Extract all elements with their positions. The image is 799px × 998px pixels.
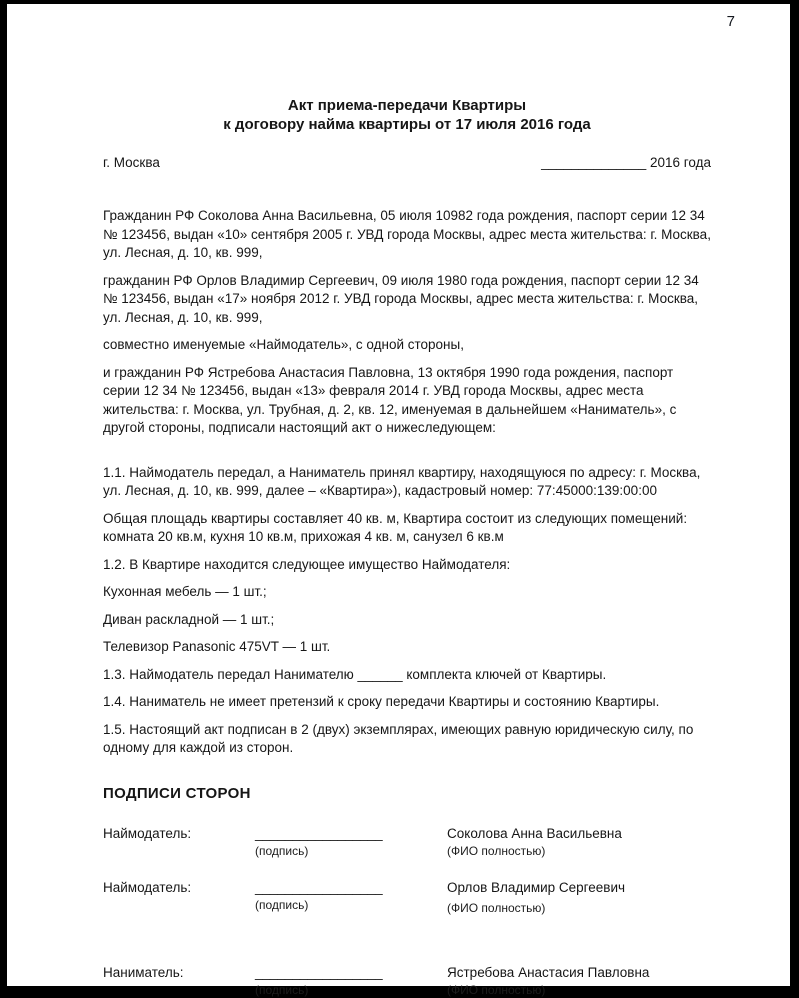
document-content xyxy=(103,4,711,997)
date-blank-line xyxy=(541,155,711,170)
doc-paragraph: и гражданин РФ Ястребова Анастасия Павловна, 13 октября 1990 года рождения, паспорт серии 12 34 № 123456, выдан «13» февраля 2014 г. УВД города Москвы, адрес места жительства: г. Москва, ул. Трубная, д. 2, кв. 12, именуемая в дальнейшем «Наниматель», с другой стороны, подписали настоящий акт о нижеследующем: xyxy=(103,364,677,435)
document-title-line1: Акт приема-передачи Квартиры xyxy=(287,97,527,114)
document-title xyxy=(103,96,711,134)
signature-blank-line: _________________ xyxy=(255,964,383,980)
signature-blank-line: _________________ xyxy=(255,825,383,841)
signatures-heading: ПОДПИСИ СТОРОН xyxy=(103,784,251,802)
doc-clause-1-4: 1.4. Наниматель не имеет претензий к сроку передачи Квартиры и состоянию Квартиры. xyxy=(103,694,660,709)
signature-full-name: Орлов Владимир Сергеевич xyxy=(447,879,626,895)
doc-clause-1-1: 1.1. Наймодатель передал, а Наниматель принял квартиру, находящуюся по адресу: г. Москва, ул. Лесная, д. 10, кв. 999, далее – «Квартира»), кадастровый номер: 77:45000:139:00:00 xyxy=(103,464,701,498)
signature-role-label: Наймодатель: xyxy=(103,879,192,895)
signature-name-block xyxy=(447,880,711,915)
doc-paragraph: гражданин РФ Орлов Владимир Сергеевич, 09 июля 1980 года рождения, паспорт серии 12 34 № 123456, выдан «17» ноября 2012 г. УВД города Москвы, адрес места жительства: г. Москва, ул. Лесная, д. 10, кв. 999, xyxy=(103,272,699,325)
document-sheet xyxy=(7,4,790,997)
signature-line-block xyxy=(255,826,447,858)
signature-caption: (подпись) xyxy=(255,982,309,997)
signature-blank-line: _________________ xyxy=(255,879,383,895)
signature-name-block xyxy=(447,965,711,997)
signature-name-block xyxy=(447,826,711,858)
signature-caption: (подпись) xyxy=(255,843,309,858)
document-title-line2: к договору найма квартиры от 17 июля 2016 года xyxy=(223,116,591,133)
signature-role-label: Наниматель: xyxy=(103,964,184,980)
signature-role-label: Наймодатель: xyxy=(103,825,192,841)
signature-name-caption: (ФИО полностью) xyxy=(447,843,546,858)
doc-inventory-item: Кухонная мебель — 1 шт.; xyxy=(103,584,267,599)
signature-row xyxy=(103,826,711,858)
signature-name-caption: (ФИО полностью) xyxy=(447,900,546,915)
signature-line-block xyxy=(255,880,447,912)
signature-name-caption: (ФИО полностью) xyxy=(447,982,546,997)
page-number: 7 xyxy=(726,13,735,30)
doc-clause-1-2: 1.2. В Квартире находится следующее имущество Наймодателя: xyxy=(103,556,511,572)
doc-paragraph: Гражданин РФ Соколова Анна Васильевна, 05 июля 10982 года рождения, паспорт серии 12 34 № 123456, выдан «10» сентября 2005 г. УВД города Москвы, адрес места жительства: г. Москва, ул. Лесная, д. 10, кв. 999, xyxy=(103,208,711,260)
doc-inventory-item: Диван раскладной — 1 шт.; xyxy=(103,611,275,627)
city-label: г. Москва xyxy=(103,155,160,170)
doc-inventory-item: Телевизор Panasonic 475VT — 1 шт. xyxy=(103,639,331,654)
doc-clause-1-5: 1.5. Настоящий акт подписан в 2 (двух) экземплярах, имеющих равную юридическую силу, по одному для каждой из сторон. xyxy=(103,721,694,755)
signature-row xyxy=(103,880,711,915)
date-blank: ______________ xyxy=(541,155,647,170)
signature-full-name: Соколова Анна Васильевна xyxy=(447,825,622,841)
signature-line-block xyxy=(255,965,447,997)
doc-paragraph-area: Общая площадь квартиры составляет 40 кв. м, Квартира состоит из следующих помещений: комната 20 кв.м, кухня 10 кв.м, прихожая 4 кв. м, санузел 6 кв.м xyxy=(103,510,688,544)
doc-paragraph: совместно именуемые «Наймодатель», с одной стороны, xyxy=(103,337,464,352)
city-date-row xyxy=(103,155,711,170)
signature-row xyxy=(103,965,711,997)
doc-clause-1-3: 1.3. Наймодатель передал Нанимателю ______ комплекта ключей от Квартиры. xyxy=(103,666,607,682)
signature-caption: (подпись) xyxy=(255,897,309,912)
signature-full-name: Ястребова Анастасия Павловна xyxy=(447,964,650,980)
date-year: 2016 года xyxy=(649,155,711,170)
